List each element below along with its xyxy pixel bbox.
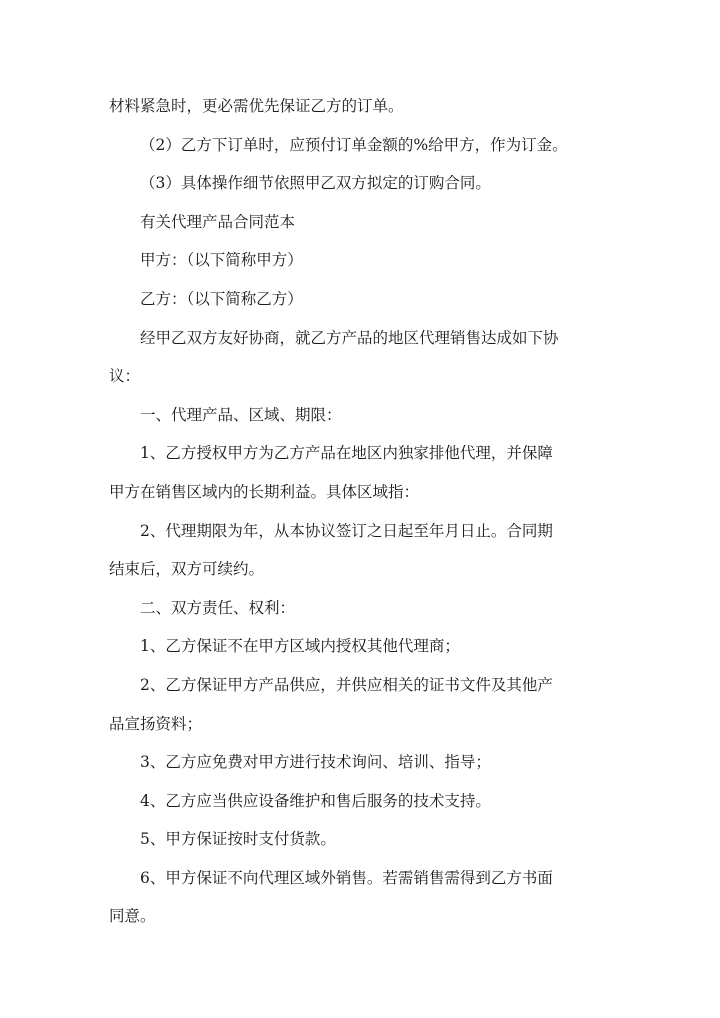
party-b-line xyxy=(109,280,613,319)
paragraph xyxy=(109,126,613,165)
paragraph-line: 一、代理产品、区域、期限： xyxy=(140,405,342,424)
paragraph-line: 6、甲方保证不向代理区域外销售。若需销售需得到乙方书面 xyxy=(140,868,553,887)
paragraph-line: 同意。 xyxy=(109,907,156,926)
paragraph xyxy=(109,164,613,203)
paragraph-line: 5、甲方保证按时支付货款。 xyxy=(140,830,336,849)
paragraph-line: 材料紧急时，更必需优先保证乙方的订单。 xyxy=(109,97,404,115)
paragraph-line: 有关代理产品合同范本 xyxy=(140,212,296,231)
paragraph-line: 3、乙方应免费对甲方进行技术询问、培训、指导； xyxy=(140,753,491,772)
paragraph-line: 1、乙方授权甲方为乙方产品在地区内独家排他代理，并保障 xyxy=(140,444,553,463)
clause-continuation xyxy=(109,550,613,589)
paragraph-line: 2、代理期限为年，从本协议签订之日起至年月日止。合同期 xyxy=(140,521,553,540)
clause xyxy=(109,434,613,473)
clause xyxy=(109,820,613,859)
clause xyxy=(109,743,613,782)
paragraph-line: 经甲乙双方友好协商，就乙方产品的地区代理销售达成如下协 xyxy=(140,328,559,347)
paragraph-line: 甲方在销售区域内的长期利益。具体区域指： xyxy=(109,482,420,501)
paragraph-line: 结束后，双方可续约。 xyxy=(109,560,265,579)
paragraph-line: 甲方：（以下简称甲方） xyxy=(140,251,303,270)
paragraph-line: 2、乙方保证甲方产品供应，并供应相关的证书文件及其他产 xyxy=(140,675,553,694)
clause xyxy=(109,782,613,821)
paragraph-line: 乙方：（以下简称乙方） xyxy=(140,289,303,308)
paragraph-line: （3）具体操作细节依照甲乙双方拟定的订购合同。 xyxy=(140,174,491,193)
clause xyxy=(109,666,613,705)
paragraph-line: 4、乙方应当供应设备维护和售后服务的技术支持。 xyxy=(140,791,491,810)
clause xyxy=(109,627,613,666)
document-body xyxy=(109,87,613,936)
paragraph xyxy=(109,87,613,126)
section-heading xyxy=(109,589,613,628)
section-heading xyxy=(109,396,613,435)
party-a-line xyxy=(109,241,613,280)
paragraph-line: （2）乙方下订单时，应预付订单金额的%给甲方，作为订金。 xyxy=(140,135,568,154)
clause-continuation xyxy=(109,473,613,512)
contract-title xyxy=(109,203,613,242)
clause-continuation xyxy=(109,897,613,936)
paragraph-line: 议： xyxy=(109,367,141,386)
paragraph-line: 品宣扬资料； xyxy=(109,714,203,733)
paragraph-continuation xyxy=(109,357,613,396)
paragraph xyxy=(109,319,613,358)
clause-continuation xyxy=(109,705,613,744)
paragraph-line: 1、乙方保证不在甲方区域内授权其他代理商； xyxy=(140,637,460,656)
paragraph-line: 二、双方责任、权利： xyxy=(140,598,296,617)
clause xyxy=(109,512,613,551)
clause xyxy=(109,859,613,898)
